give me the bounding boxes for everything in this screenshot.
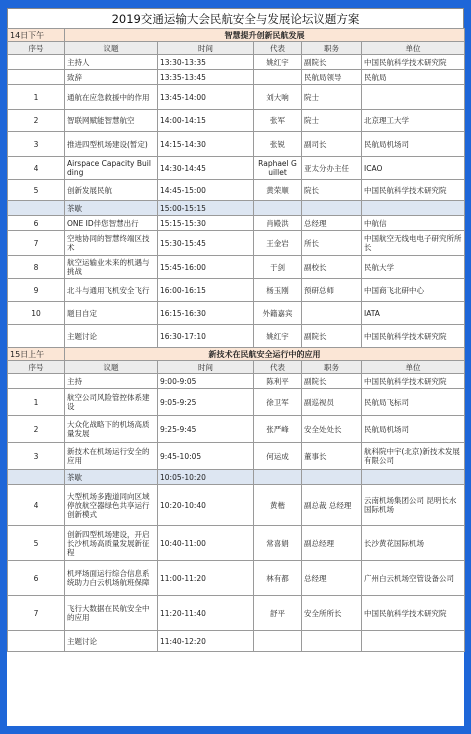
column-header: 序号 (8, 361, 65, 374)
position (302, 631, 362, 652)
table-row (8, 110, 465, 132)
topic: 新技术在机场运行安全的应用 (65, 443, 158, 470)
speaker (254, 201, 302, 216)
time-slot: 15:00-15:15 (158, 201, 254, 216)
topic: 致辞 (65, 70, 158, 85)
organization: 民航局 (362, 70, 465, 85)
speaker: 陈利平 (254, 374, 302, 389)
section-label: 14日下午 (8, 29, 65, 42)
speaker: 张军 (254, 110, 302, 132)
time-slot: 16:15-16:30 (158, 302, 254, 325)
agenda-table (7, 28, 465, 652)
topic: ONE ID伴您智慧出行 (65, 216, 158, 231)
organization (362, 631, 465, 652)
column-header: 职务 (302, 361, 362, 374)
speaker: 姚红宇 (254, 55, 302, 70)
row-number: 9 (8, 279, 65, 302)
time-slot: 15:30-15:45 (158, 231, 254, 256)
position: 副巡视员 (302, 389, 362, 416)
table-row (8, 70, 465, 85)
row-number: 5 (8, 180, 65, 201)
topic: Airspace Capacity Building (65, 157, 158, 180)
time-slot: 9:00-9:05 (158, 374, 254, 389)
position (302, 302, 362, 325)
speaker: 张严峰 (254, 416, 302, 443)
row-number: 8 (8, 256, 65, 279)
time-slot: 15:15-15:30 (158, 216, 254, 231)
organization (362, 85, 465, 110)
table-row (8, 231, 465, 256)
speaker: 张锐 (254, 132, 302, 157)
organization: 中国民航科学技术研究院 (362, 180, 465, 201)
row-number (8, 201, 65, 216)
column-header: 单位 (362, 42, 465, 55)
table-row (8, 443, 465, 470)
position: 总经理 (302, 216, 362, 231)
organization: 民航局机场司 (362, 132, 465, 157)
position: 院士 (302, 110, 362, 132)
time-slot: 9:05-9:25 (158, 389, 254, 416)
speaker (254, 631, 302, 652)
position: 院长 (302, 180, 362, 201)
row-number: 5 (8, 526, 65, 561)
speaker: 林有都 (254, 561, 302, 596)
row-number: 3 (8, 132, 65, 157)
topic: 主题讨论 (65, 325, 158, 348)
topic: 智联网赋能智慧航空 (65, 110, 158, 132)
speaker: 何运成 (254, 443, 302, 470)
time-slot: 16:00-16:15 (158, 279, 254, 302)
time-slot: 14:15-14:30 (158, 132, 254, 157)
time-slot: 11:20-11:40 (158, 596, 254, 631)
table-row (8, 279, 465, 302)
agenda-sheet (7, 8, 464, 726)
speaker: 姚红宇 (254, 325, 302, 348)
speaker: 徐卫军 (254, 389, 302, 416)
topic: 推进四型机场建设(暂定) (65, 132, 158, 157)
table-row (8, 631, 465, 652)
row-number: 4 (8, 485, 65, 526)
table-row (8, 561, 465, 596)
organization: 云南机场集团公司 昆明长水国际机场 (362, 485, 465, 526)
position: 安全所所长 (302, 596, 362, 631)
position: 预研总师 (302, 279, 362, 302)
table-row (8, 374, 465, 389)
row-number: 6 (8, 561, 65, 596)
time-slot: 11:40-12:20 (158, 631, 254, 652)
row-number: 7 (8, 596, 65, 631)
row-number (8, 374, 65, 389)
topic: 茶歇 (65, 470, 158, 485)
time-slot: 13:35-13:45 (158, 70, 254, 85)
organization: 航科院中宇(北京)新技术发展有限公司 (362, 443, 465, 470)
table-row (8, 485, 465, 526)
table-row (8, 596, 465, 631)
column-header: 序号 (8, 42, 65, 55)
organization: 中国民航科学技术研究院 (362, 374, 465, 389)
speaker: Raphael Guillet (254, 157, 302, 180)
position: 副司长 (302, 132, 362, 157)
row-number: 1 (8, 389, 65, 416)
table-row (8, 389, 465, 416)
table-row (8, 302, 465, 325)
topic: 通航在应急救援中的作用 (65, 85, 158, 110)
organization: 广州白云机场空管设备公司 (362, 561, 465, 596)
position (302, 470, 362, 485)
column-header: 时间 (158, 42, 254, 55)
row-number: 7 (8, 231, 65, 256)
table-row (8, 416, 465, 443)
organization: 长沙黄花国际机场 (362, 526, 465, 561)
document-title: 2019交通运输大会民航安全与发展论坛议题方案 (7, 8, 464, 28)
organization (362, 201, 465, 216)
topic: 茶歇 (65, 201, 158, 216)
time-slot: 11:00-11:20 (158, 561, 254, 596)
position: 副院长 (302, 325, 362, 348)
row-number (8, 70, 65, 85)
speaker: 杨玉刚 (254, 279, 302, 302)
table-row (8, 526, 465, 561)
position: 副校长 (302, 256, 362, 279)
time-slot: 14:30-14:45 (158, 157, 254, 180)
organization: 中国民航科学技术研究院 (362, 596, 465, 631)
row-number (8, 325, 65, 348)
position: 总经理 (302, 561, 362, 596)
speaker: 肖殿洪 (254, 216, 302, 231)
time-slot: 9:25-9:45 (158, 416, 254, 443)
topic: 主题讨论 (65, 631, 158, 652)
organization: 中国商飞北研中心 (362, 279, 465, 302)
row-number (8, 631, 65, 652)
position: 院士 (302, 85, 362, 110)
row-number: 2 (8, 110, 65, 132)
row-number: 6 (8, 216, 65, 231)
table-row (8, 132, 465, 157)
topic: 主持 (65, 374, 158, 389)
column-header: 单位 (362, 361, 465, 374)
time-slot: 10:05-10:20 (158, 470, 254, 485)
section-theme: 新技术在民航安全运行中的应用 (65, 348, 465, 361)
speaker (254, 70, 302, 85)
speaker: 黄荣顺 (254, 180, 302, 201)
column-header: 议题 (65, 42, 158, 55)
organization: 民航大学 (362, 256, 465, 279)
topic: 航空运输业未来的机遇与挑战 (65, 256, 158, 279)
time-slot: 14:45-15:00 (158, 180, 254, 201)
organization: 民航局机场司 (362, 416, 465, 443)
column-header: 职务 (302, 42, 362, 55)
column-header-row (8, 361, 465, 374)
time-slot: 9:45-10:05 (158, 443, 254, 470)
table-row (8, 85, 465, 110)
row-number: 2 (8, 416, 65, 443)
speaker: 于剑 (254, 256, 302, 279)
position: 所长 (302, 231, 362, 256)
section-header (8, 29, 465, 42)
time-slot: 16:30-17:10 (158, 325, 254, 348)
topic: 主持人 (65, 55, 158, 70)
organization: 中航信 (362, 216, 465, 231)
table-row (8, 180, 465, 201)
table-row (8, 325, 465, 348)
row-number: 10 (8, 302, 65, 325)
time-slot: 15:45-16:00 (158, 256, 254, 279)
column-header-row (8, 42, 465, 55)
organization: IATA (362, 302, 465, 325)
topic: 大众化战略下的机场高质量发展 (65, 416, 158, 443)
topic: 飞行大数据在民航安全中的应用 (65, 596, 158, 631)
topic: 创新四型机场建设，开启长沙机场高质量发展新征程 (65, 526, 158, 561)
column-header: 代表 (254, 361, 302, 374)
break-row (8, 470, 465, 485)
organization: 北京理工大学 (362, 110, 465, 132)
topic: 大型机场多跑道同向区域停放航空器绿色共享运行创新模式 (65, 485, 158, 526)
topic: 创新发展民航 (65, 180, 158, 201)
position: 安全处处长 (302, 416, 362, 443)
topic: 机坪场面运行综合信息系统助力白云机场航班保障 (65, 561, 158, 596)
topic: 题目自定 (65, 302, 158, 325)
row-number: 1 (8, 85, 65, 110)
organization (362, 470, 465, 485)
organization: 民航局飞标司 (362, 389, 465, 416)
row-number: 4 (8, 157, 65, 180)
position (302, 201, 362, 216)
position: 董事长 (302, 443, 362, 470)
speaker: 外籍嘉宾 (254, 302, 302, 325)
row-number (8, 55, 65, 70)
topic: 航空公司风险管控体系建设 (65, 389, 158, 416)
speaker: 刘大响 (254, 85, 302, 110)
row-number: 3 (8, 443, 65, 470)
topic: 北斗与通用飞机安全飞行 (65, 279, 158, 302)
table-row (8, 157, 465, 180)
position: 副院长 (302, 55, 362, 70)
time-slot: 13:30-13:35 (158, 55, 254, 70)
position: 副院长 (302, 374, 362, 389)
speaker: 常喜娟 (254, 526, 302, 561)
speaker (254, 470, 302, 485)
speaker: 舒平 (254, 596, 302, 631)
break-row (8, 201, 465, 216)
position: 亚太分办主任 (302, 157, 362, 180)
speaker: 王金岩 (254, 231, 302, 256)
organization: 中国民航科学技术研究院 (362, 55, 465, 70)
time-slot: 10:40-11:00 (158, 526, 254, 561)
row-number (8, 470, 65, 485)
position: 副总经理 (302, 526, 362, 561)
time-slot: 13:45-14:00 (158, 85, 254, 110)
position: 副总裁 总经理 (302, 485, 362, 526)
table-row (8, 216, 465, 231)
table-row (8, 256, 465, 279)
time-slot: 10:20-10:40 (158, 485, 254, 526)
organization: ICAO (362, 157, 465, 180)
section-theme: 智慧提升创新民航发展 (65, 29, 465, 42)
position: 民航局领导 (302, 70, 362, 85)
time-slot: 14:00-14:15 (158, 110, 254, 132)
topic: 空地协同的智慧终端区技术 (65, 231, 158, 256)
column-header: 议题 (65, 361, 158, 374)
section-header (8, 348, 465, 361)
table-row (8, 55, 465, 70)
speaker: 黄楷 (254, 485, 302, 526)
organization: 中国民航科学技术研究院 (362, 325, 465, 348)
organization: 中国航空无线电电子研究所所长 (362, 231, 465, 256)
section-label: 15日上午 (8, 348, 65, 361)
column-header: 时间 (158, 361, 254, 374)
column-header: 代表 (254, 42, 302, 55)
